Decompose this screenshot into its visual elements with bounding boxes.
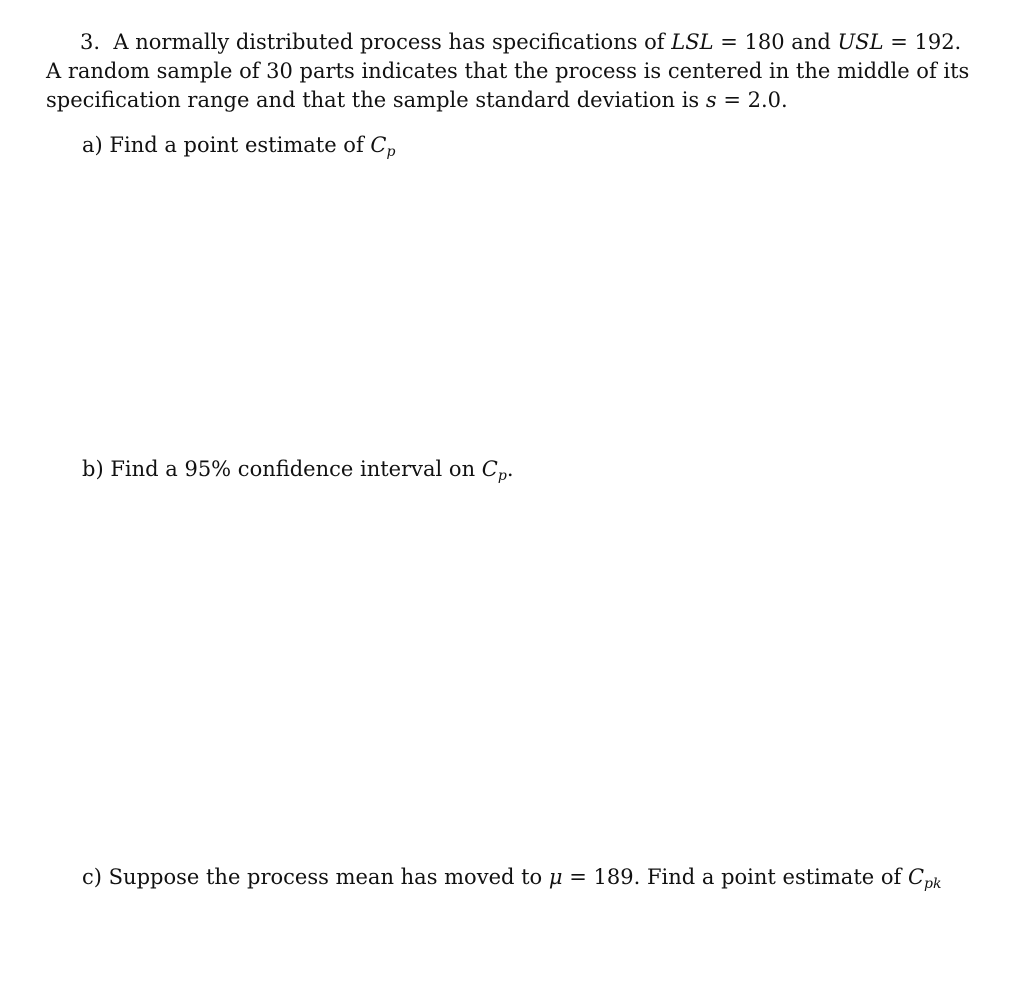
part-b-question [82,455,514,484]
part-c-label: c) [82,865,102,889]
usl-value: = 192. [890,30,962,54]
problem-number: 3. [80,30,101,54]
part-c-answer-space[interactable] [82,902,962,982]
part-a-subscript: p [386,144,396,160]
part-b-subscript: p [497,468,507,484]
mu-value: = 189. [569,865,641,889]
part-b-text: Find a 95% confidence interval on [110,457,476,481]
mu-symbol: μ [548,865,563,889]
lsl-symbol: LSL [671,30,714,54]
problem-statement [46,28,974,115]
part-b-label: b) [82,457,104,481]
part-a-symbol: C [370,133,387,157]
problem-intro: A normally distributed process has specifications of [113,30,665,54]
part-c-question [82,863,942,892]
part-a-question [82,131,395,160]
problem-line-1 [46,28,974,57]
and-word: and [791,30,831,54]
part-c-text: Suppose the process mean has moved to [108,865,543,889]
part-b-trailing: . [506,457,514,481]
part-b-symbol: C [481,457,498,481]
part-a-label: a) [82,133,103,157]
part-c-symbol: C [907,865,925,889]
lsl-value: = 180 [720,30,785,54]
part-a-text: Find a point estimate of [109,133,364,157]
part-a-answer-space[interactable] [82,170,962,440]
problem-line-2: A random sample of 30 parts indicates that the process is centered in the middle of its [46,59,970,83]
problem-number-and-intro [46,28,961,57]
part-c-subscript: pk [924,876,942,892]
problem-line-3 [46,86,974,115]
problem-line-3-text: specification range and that the sample standard deviation is [46,88,700,112]
part-b-answer-space[interactable] [82,494,962,844]
s-symbol: s [705,88,717,112]
usl-symbol: USL [837,30,884,54]
part-c-text-2: Find a point estimate of [646,865,902,889]
s-value: = 2.0. [723,88,788,112]
